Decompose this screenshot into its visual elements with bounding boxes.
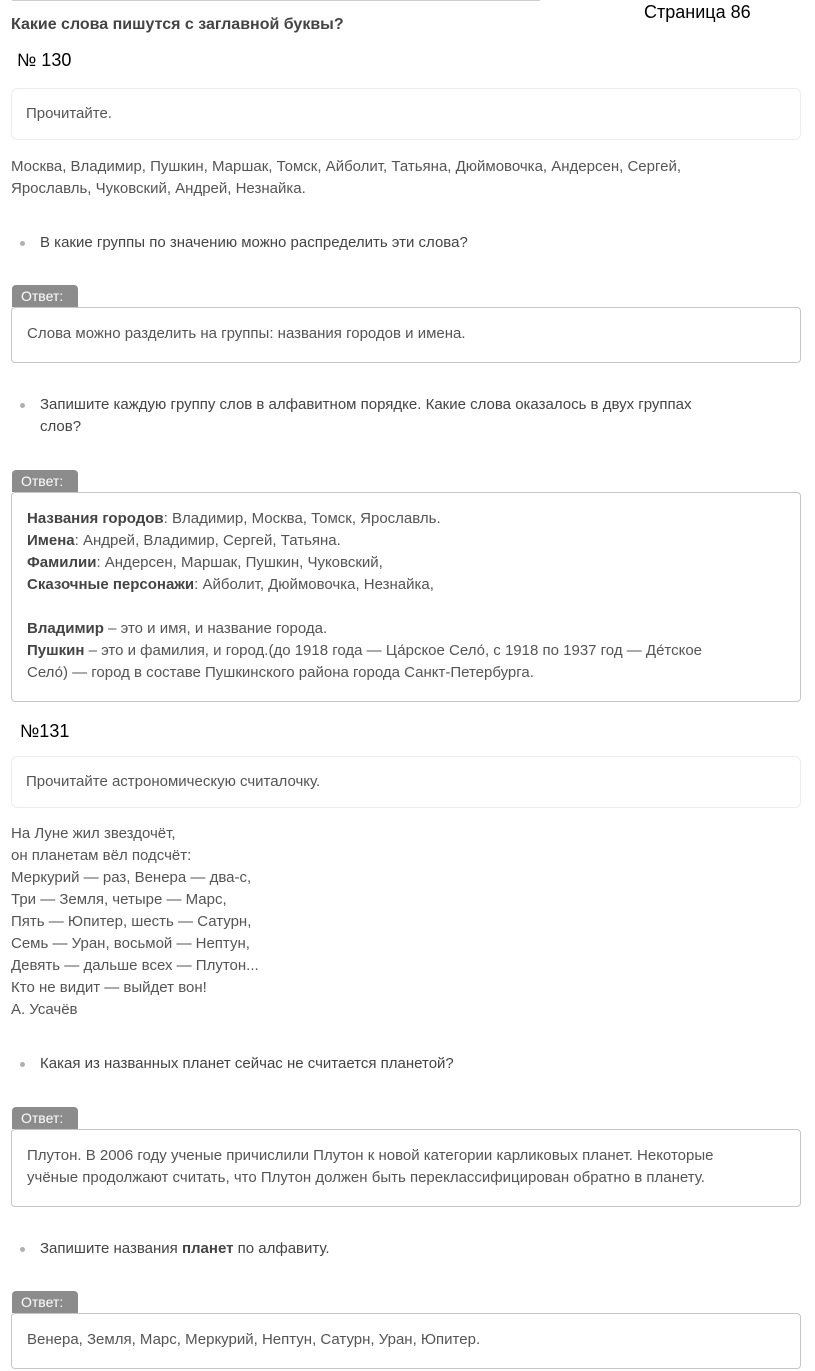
pushkin-label: Пушкин <box>27 642 85 659</box>
answer-line-fairy <box>27 574 785 596</box>
exercise-130-question-1: В какие группы по значению можно распределить эти слова? <box>40 232 780 254</box>
exercise-130-question-2 <box>40 394 780 438</box>
cities-label: Названия городов <box>27 510 164 527</box>
poem-line: он планетам вёл подсчёт: <box>11 847 192 864</box>
poem-line: Меркурий — раз, Венера — два-с, <box>11 869 252 886</box>
exercise-130-task: Прочитайте. <box>11 88 801 140</box>
top-divider <box>12 0 540 1</box>
answer-label: Ответ: <box>12 1291 78 1313</box>
page-number: Страница 86 <box>644 2 751 22</box>
answer-line: Плутон. В 2006 году ученые причислили Плутон к новой категории карликовых планет. Некоторые <box>27 1147 714 1164</box>
topic-title: Какие слова пишутся с заглавной буквы? <box>11 16 344 33</box>
surnames-label: Фамилии <box>27 554 97 571</box>
exercise-130-answer-2 <box>11 492 801 702</box>
poem-line: Пять — Юпитер, шесть — Сатурн, <box>11 913 252 930</box>
answer-label: Ответ: <box>12 285 78 307</box>
question-text: по алфавиту. <box>233 1240 330 1257</box>
exercise-131-answer-1 <box>11 1129 801 1207</box>
exercise-131-number: №131 <box>20 721 70 741</box>
vladimir-text: – это и имя, и название города. <box>103 620 328 637</box>
fairy-list: : Айболит, Дюймовочка, Незнайка, <box>194 576 434 593</box>
poem-line: Кто не видит — выйдет вон! <box>11 979 207 996</box>
names-list: : Андрей, Владимир, Сергей, Татьяна. <box>74 532 341 549</box>
vladimir-label: Владимир <box>27 620 104 637</box>
question-bold: планет <box>181 1240 234 1257</box>
answer-line-vladimir <box>27 618 785 640</box>
names-label: Имена <box>27 532 75 549</box>
exercise-130-words <box>11 156 801 200</box>
answer-line-pushkin-cont: Село́) — город в составе Пушкинского района города Санкт-Петербурга. <box>27 664 534 681</box>
pushkin-text: – это и фамилия, и город.(до 1918 года — Ца́рское Село́, с 1918 по 1937 год — Де́тское <box>84 642 703 659</box>
question-line: слов? <box>40 418 82 435</box>
question-text: Запишите названия <box>40 1240 182 1257</box>
poem-line: На Луне жил звездочёт, <box>11 825 176 842</box>
poem-line: Три — Земля, четыре — Марс, <box>11 891 227 908</box>
exercise-131-answer-2 <box>11 1313 801 1369</box>
cities-list: : Владимир, Москва, Томск, Ярославль. <box>163 510 441 527</box>
answer-text: Венера, Земля, Марс, Меркурий, Нептун, Сатурн, Уран, Юпитер. <box>27 1331 481 1348</box>
words-line: Москва, Владимир, Пушкин, Маршак, Томск, Айболит, Татьяна, Дюймовочка, Андерсен, Сергей, <box>11 158 681 175</box>
blank-line <box>27 596 785 618</box>
exercise-131-question-2 <box>40 1238 780 1260</box>
exercise-131-question-1: Какая из названных планет сейчас не считается планетой? <box>40 1053 780 1075</box>
poem-line: Семь — Уран, восьмой — Нептун, <box>11 935 250 952</box>
answer-line-pushkin <box>27 640 785 662</box>
poem <box>11 823 801 1021</box>
answer-label: Ответ: <box>12 470 78 492</box>
poem-author: А. Усачёв <box>11 1001 78 1018</box>
surnames-list: : Андерсен, Маршак, Пушкин, Чуковский, <box>96 554 383 571</box>
answer-line-surnames <box>27 552 785 574</box>
exercise-130-answer-1 <box>11 307 801 363</box>
exercise-131-task: Прочитайте астрономическую считалочку. <box>11 756 801 808</box>
answer-line-names <box>27 530 785 552</box>
exercise-130-number: № 130 <box>17 50 72 70</box>
words-line: Ярославль, Чуковский, Андрей, Незнайка. <box>11 180 306 197</box>
answer-line: учёные продолжают считать, что Плутон должен быть переклассифицирован обратно в планету. <box>27 1169 705 1186</box>
poem-line: Девять — дальше всех — Плутон... <box>11 957 259 974</box>
answer-text: Слова можно разделить на группы: названия городов и имена. <box>27 325 466 342</box>
answer-line-cities <box>27 508 785 530</box>
fairy-label: Сказочные персонажи <box>27 576 195 593</box>
answer-label: Ответ: <box>12 1107 78 1129</box>
question-line: Запишите каждую группу слов в алфавитном порядке. Какие слова оказалось в двух группах <box>40 396 692 413</box>
